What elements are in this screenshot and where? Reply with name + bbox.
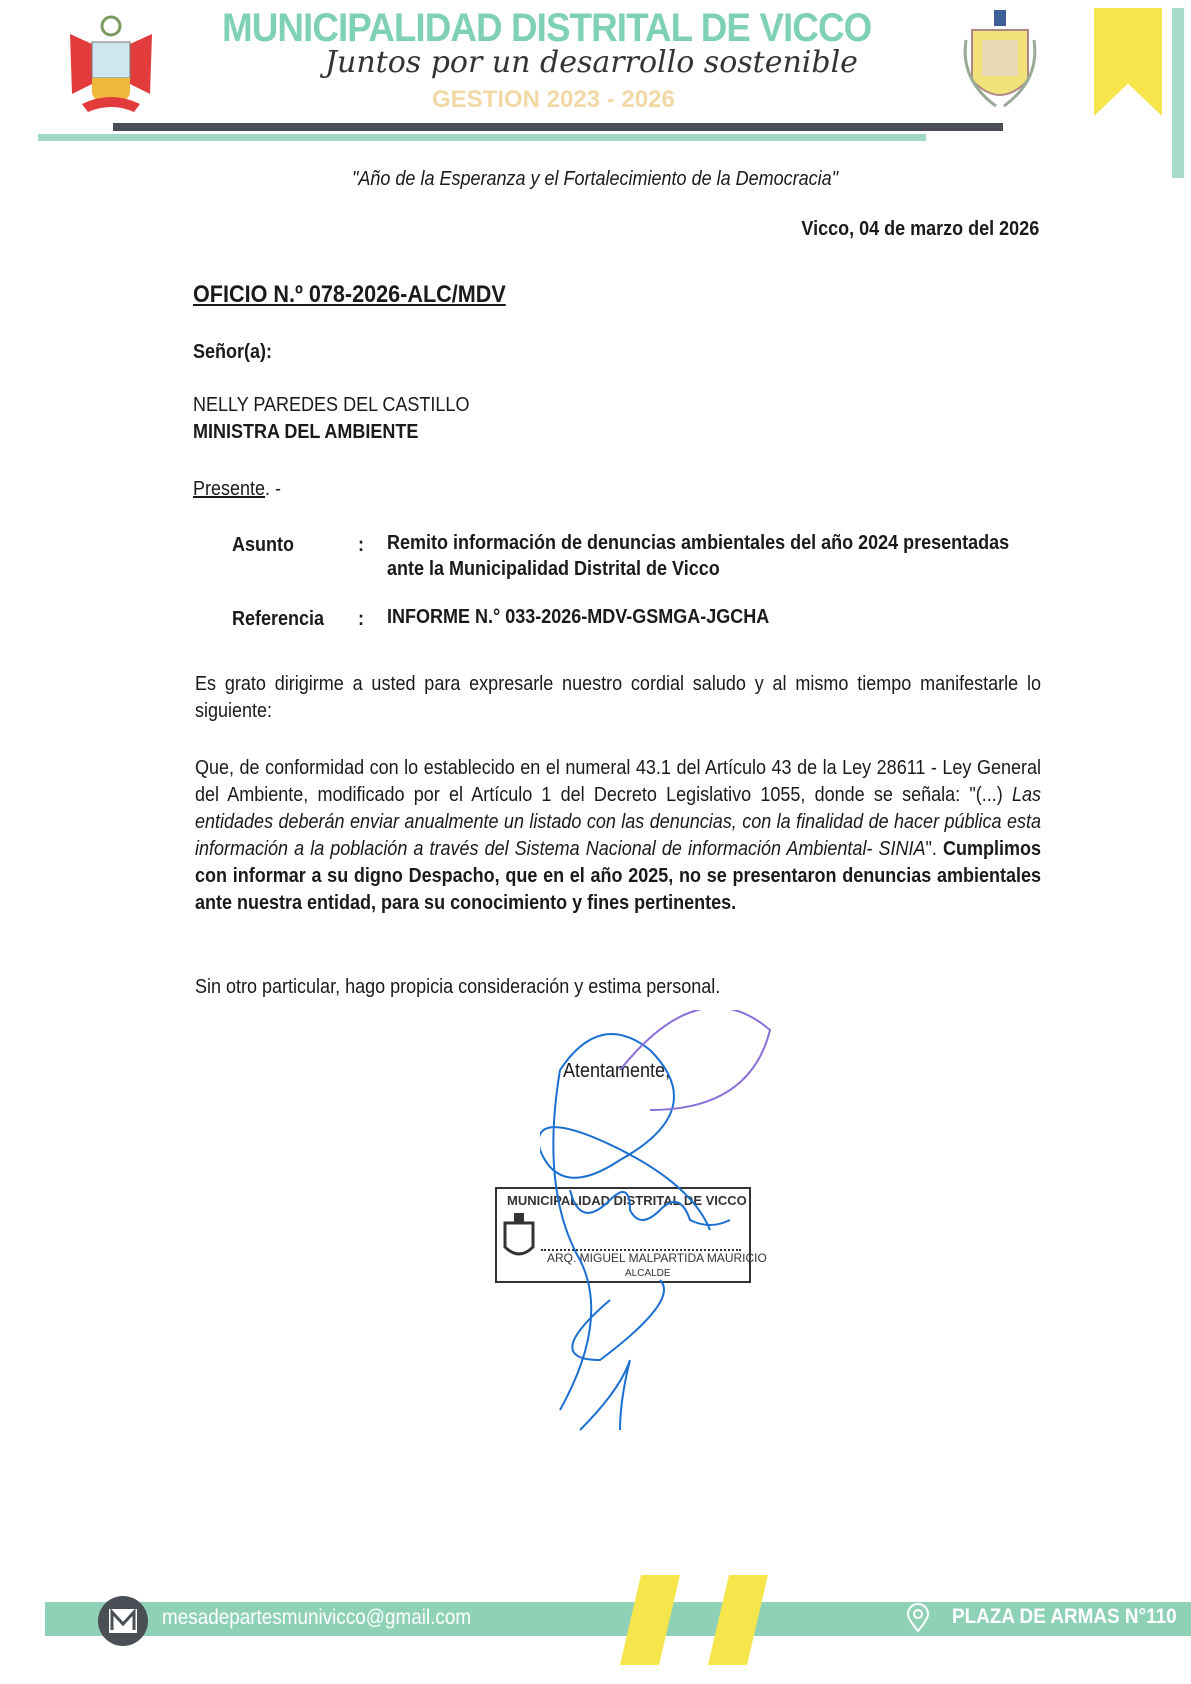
paragraph-intro: Es grato dirigirme a usted para expresarle nuestro cordial saludo y al mismo tiempo manifestarle lo siguiente: [195, 673, 1041, 722]
slogan: Juntos por un desarrollo sostenible [325, 45, 858, 80]
municipality-title: MUNICIPALIDAD DISTRITAL DE VICCO [222, 6, 872, 50]
salutation: Señor(a): [193, 341, 273, 363]
stamp-shield-icon [501, 1213, 537, 1263]
vicco-shield-icon [958, 10, 1042, 116]
signature [540, 1010, 800, 1450]
yellow-ribbon [1094, 8, 1162, 116]
presente-word: Presente [193, 478, 266, 500]
referencia-value: INFORME N.° 033-2026-MDV-GSMGA-JGCHA [387, 606, 770, 628]
asunto-line2: ante la Municipalidad Distrital de Vicco [387, 558, 720, 580]
legal-quote: Las entidades deberán enviar anualmente un listado con las denuncias, con la finalidad de hacer pública esta información a la población a través del Sistema Nacional de información Ambiental- SINIA [195, 784, 1041, 860]
asunto-line1: Remito información de denuncias ambientales del año 2024 presentadas [387, 532, 1010, 554]
recipient-title: MINISTRA DEL AMBIENTE [193, 421, 419, 443]
presente [193, 478, 281, 501]
recipient-name: NELLY PAREDES DEL CASTILLO [193, 394, 470, 416]
year-motto: "Año de la Esperanza y el Fortalecimiento de la Democracia" [352, 168, 839, 190]
header-divider-dark [113, 123, 1003, 131]
legal-statement: Cumplimos con informar a su digno Despacho, que en el año 2025, no se presentaron denuncias ambientales ante nuestra entidad, para su conocimiento y fines pertinentes. [195, 838, 1041, 914]
header-divider-teal [38, 134, 926, 141]
referencia-label: Referencia [232, 608, 325, 630]
stamp-role: ALCALDE [625, 1268, 671, 1279]
footer-address: PLAZA DE ARMAS N°110 [952, 1605, 1177, 1628]
oficio-number: OFICIO N.º 078-2026-ALC/MDV [193, 281, 506, 308]
presente-suffix: . - [265, 478, 282, 500]
side-band [1172, 8, 1184, 178]
paragraph-legal [195, 755, 1041, 917]
document-date: Vicco, 04 de marzo del 2026 [801, 218, 1039, 240]
asunto-label: Asunto [232, 534, 295, 556]
footer-yellow-stripes [620, 1575, 790, 1665]
closing-line: Sin otro particular, hago propicia consideración y estima personal. [195, 976, 721, 998]
stamp-org: MUNICIPALIDAD DISTRITAL DE VICCO [507, 1193, 747, 1208]
asunto-colon: : [358, 534, 365, 556]
stamp-name: ARQ. MIGUEL MALPARTIDA MAURICIO [547, 1251, 767, 1265]
signoff: Atentamente, [563, 1060, 671, 1082]
gestion-period: GESTION 2023 - 2026 [432, 86, 675, 113]
referencia-colon: : [358, 608, 365, 630]
footer-email[interactable]: mesadepartesmunivicco@gmail.com [162, 1606, 472, 1629]
peru-coat-of-arms-icon [62, 14, 160, 118]
legal-intro: Que, de conformidad con lo establecido en el numeral 43.1 del Artículo 43 de la Ley 28611 - Ley General del Ambiente, modificado por el Artículo 1 del Decreto Legislativo 1055, donde se señala: "(...) [195, 757, 1041, 806]
legal-quote-close: ". [925, 838, 943, 860]
email-icon [96, 1594, 150, 1648]
location-pin-icon [906, 1603, 930, 1633]
